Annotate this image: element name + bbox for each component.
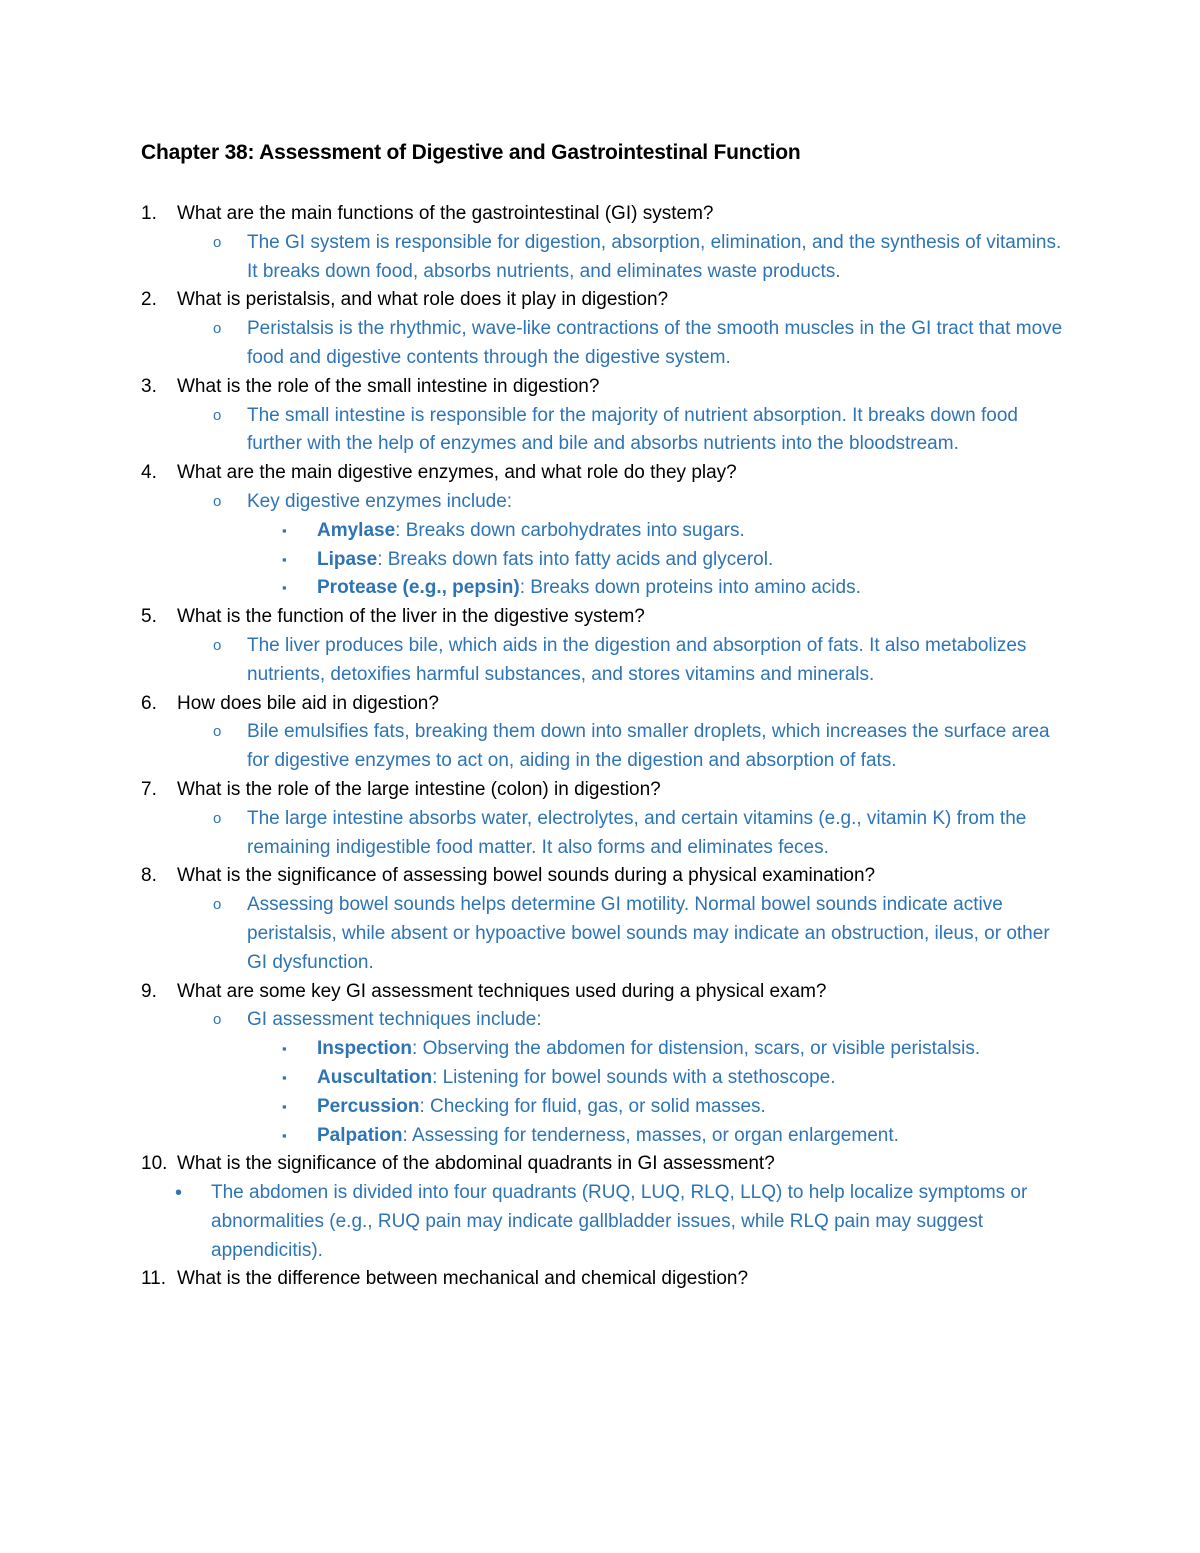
question-number: 8. bbox=[141, 865, 157, 887]
bullet-marker: o bbox=[213, 320, 222, 338]
answer-text: : Breaks down fats into fatty acids and glycerol. bbox=[377, 548, 774, 570]
bullet-marker: ▪ bbox=[282, 580, 287, 596]
question-block bbox=[0, 978, 1200, 1151]
bullet-marker: o bbox=[213, 492, 222, 510]
bullet-marker: ▪ bbox=[282, 1069, 287, 1085]
answer-text: : Assessing for tenderness, masses, or organ enlargement. bbox=[402, 1124, 899, 1146]
answer-text: : Listening for bowel sounds with a stethoscope. bbox=[432, 1066, 836, 1088]
bullet-marker: ▪ bbox=[282, 1098, 287, 1114]
question bbox=[0, 1150, 1200, 1179]
answer-text-wrapper bbox=[317, 546, 1017, 575]
bullet-marker: ▪ bbox=[282, 1127, 287, 1143]
question-text: What is peristalsis, and what role does it play in digestion? bbox=[177, 289, 669, 311]
answer-item bbox=[0, 402, 1200, 460]
question bbox=[0, 286, 1200, 315]
answer-text-wrapper bbox=[247, 805, 1067, 863]
question-block bbox=[0, 1150, 1200, 1265]
answer-text-wrapper bbox=[247, 488, 1067, 517]
sub-answer-item bbox=[0, 1064, 1200, 1093]
answer-text-wrapper bbox=[247, 229, 1067, 287]
answer-text: The small intestine is responsible for the majority of nutrient absorption. It breaks down food further with the help of enzymes and bile and absorbs nutrients into the bloodstream. bbox=[247, 404, 1018, 455]
question-text: What are the main functions of the gastrointestinal (GI) system? bbox=[177, 203, 714, 224]
question-text: What is the significance of assessing bowel sounds during a physical examination? bbox=[177, 865, 876, 887]
answer-text-wrapper bbox=[317, 574, 1017, 603]
bullet-marker: o bbox=[213, 723, 222, 741]
bullet-marker: o bbox=[213, 636, 222, 654]
answer-text-wrapper bbox=[317, 517, 1017, 546]
answer-item bbox=[0, 805, 1200, 863]
answer-text: Assessing bowel sounds helps determine GI motility. Normal bowel sounds indicate active peristalsis, while absent or hypoactive bowel sounds may indicate an obstruction, ileus, or other GI dysfunction. bbox=[247, 894, 1050, 973]
bullet-marker: • bbox=[175, 1182, 183, 1205]
sub-answer-item bbox=[0, 1122, 1200, 1151]
answer-text-wrapper bbox=[211, 1179, 1051, 1265]
question-number: 1. bbox=[141, 203, 157, 224]
answer-item bbox=[0, 1006, 1200, 1035]
answer-text: GI assessment techniques include: bbox=[247, 1009, 542, 1031]
question-text: What are the main digestive enzymes, and what role do they play? bbox=[177, 462, 737, 484]
answer-term: Auscultation bbox=[317, 1066, 433, 1088]
answer-text: : Breaks down proteins into amino acids. bbox=[519, 577, 861, 599]
question-number: 11. bbox=[141, 1268, 167, 1290]
answer-text: : Observing the abdomen for distension, scars, or visible peristalsis. bbox=[412, 1038, 981, 1060]
bullet-marker: o bbox=[213, 1011, 222, 1029]
answer-text: : Checking for fluid, gas, or solid masses. bbox=[419, 1095, 766, 1117]
question-number: 10. bbox=[141, 1153, 168, 1175]
answer-text-wrapper bbox=[317, 1064, 1017, 1093]
bullet-marker: ▪ bbox=[282, 551, 287, 567]
question-block bbox=[0, 603, 1200, 689]
answer-item bbox=[0, 718, 1200, 776]
question-block bbox=[0, 862, 1200, 977]
question bbox=[0, 978, 1200, 1007]
answer-text-wrapper bbox=[247, 315, 1067, 373]
question-text: What is the function of the liver in the digestive system? bbox=[177, 606, 645, 628]
answer-item bbox=[0, 229, 1200, 287]
question-number: 7. bbox=[141, 778, 157, 800]
answer-text: Peristalsis is the rhythmic, wave-like contractions of the smooth muscles in the GI tract that move food and digestive contents through the digestive system. bbox=[247, 318, 1063, 368]
question-text: How does bile aid in digestion? bbox=[177, 692, 439, 714]
answer-term: Protease (e.g., pepsin) bbox=[317, 577, 520, 599]
answer-item bbox=[0, 488, 1200, 517]
answer-text: : Breaks down carbohydrates into sugars. bbox=[395, 519, 745, 541]
answer-item bbox=[0, 891, 1200, 977]
answer-text-wrapper bbox=[317, 1122, 1017, 1151]
question-block bbox=[0, 373, 1200, 459]
question-text: What is the significance of the abdominal quadrants in GI assessment? bbox=[177, 1153, 775, 1175]
answer-text-wrapper bbox=[247, 1006, 1067, 1035]
answer-text-wrapper bbox=[247, 632, 1067, 690]
question-number: 6. bbox=[141, 692, 157, 714]
page-title: Chapter 38: Assessment of Digestive and Gastrointestinal Function bbox=[141, 141, 801, 164]
answer-term: Percussion bbox=[317, 1095, 420, 1117]
question-block bbox=[0, 200, 1200, 286]
question-block bbox=[0, 1265, 1200, 1294]
answer-text: The large intestine absorbs water, electrolytes, and certain vitamins (e.g., vitamin K) from the remaining indigestible food matter. It also forms and eliminates feces. bbox=[247, 807, 1027, 858]
question-number: 3. bbox=[141, 375, 157, 397]
answer-term: Palpation bbox=[317, 1124, 403, 1146]
answer-term: Inspection bbox=[317, 1038, 413, 1060]
sub-answer-item bbox=[0, 1093, 1200, 1122]
answer-text: The abdomen is divided into four quadrants (RUQ, LUQ, RLQ, LLQ) to help localize symptoms or abnormalities (e.g., RUQ pain may indicate gallbladder issues, while RLQ pain may suggest appendicitis). bbox=[211, 1182, 1028, 1261]
question-text: What is the role of the small intestine in digestion? bbox=[177, 375, 600, 397]
question-text: What is the difference between mechanical and chemical digestion? bbox=[177, 1268, 749, 1290]
question-block bbox=[0, 690, 1200, 776]
answer-term: Lipase bbox=[317, 548, 378, 570]
answer-text-wrapper bbox=[317, 1093, 1017, 1122]
bullet-marker: o bbox=[213, 233, 222, 251]
question-number: 5. bbox=[141, 606, 157, 628]
question-number: 2. bbox=[141, 289, 157, 311]
sub-answer-item bbox=[0, 546, 1200, 575]
bullet-marker: o bbox=[213, 406, 222, 424]
question-block bbox=[0, 286, 1200, 372]
sub-answer-item bbox=[0, 517, 1200, 546]
bullet-marker: o bbox=[213, 809, 222, 827]
question bbox=[0, 1265, 1200, 1294]
answer-item bbox=[0, 315, 1200, 373]
question-number: 4. bbox=[141, 462, 157, 484]
bullet-marker: o bbox=[213, 896, 222, 914]
answer-term: Amylase bbox=[317, 519, 396, 541]
question-text: What are some key GI assessment techniques used during a physical exam? bbox=[177, 980, 827, 1002]
answer-text: Key digestive enzymes include: bbox=[247, 490, 513, 512]
question-number: 9. bbox=[141, 980, 157, 1002]
question bbox=[0, 603, 1200, 632]
answer-text-wrapper bbox=[247, 718, 1067, 776]
question bbox=[0, 690, 1200, 719]
question bbox=[0, 373, 1200, 402]
question-block bbox=[0, 459, 1200, 603]
question-text: What is the role of the large intestine (colon) in digestion? bbox=[177, 778, 661, 800]
answer-text: The liver produces bile, which aids in the digestion and absorption of fats. It also metabolizes nutrients, detoxifies harmful substances, and stores vitamins and minerals. bbox=[247, 634, 1027, 685]
answer-text: Bile emulsifies fats, breaking them down into smaller droplets, which increases the surface area for digestive enzymes to act on, aiding in the digestion and absorption of fats. bbox=[247, 721, 1050, 772]
answer-text-wrapper bbox=[247, 402, 1067, 460]
answer-text-wrapper bbox=[317, 1035, 1017, 1064]
sub-answer-item bbox=[0, 1035, 1200, 1064]
question bbox=[0, 776, 1200, 805]
question bbox=[0, 200, 1200, 229]
question-list bbox=[0, 200, 1200, 1294]
bullet-marker: ▪ bbox=[282, 522, 287, 538]
answer-item bbox=[0, 632, 1200, 690]
answer-text-wrapper bbox=[247, 891, 1067, 977]
question bbox=[0, 862, 1200, 891]
bullet-marker: ▪ bbox=[282, 1041, 287, 1057]
answer-item bbox=[0, 1179, 1200, 1265]
sub-answer-item bbox=[0, 574, 1200, 603]
question bbox=[0, 459, 1200, 488]
question-block bbox=[0, 776, 1200, 862]
answer-text: The GI system is responsible for digestion, absorption, elimination, and the synthesis of vitamins. It breaks down food, absorbs nutrients, and eliminates waste products. bbox=[247, 231, 1062, 282]
